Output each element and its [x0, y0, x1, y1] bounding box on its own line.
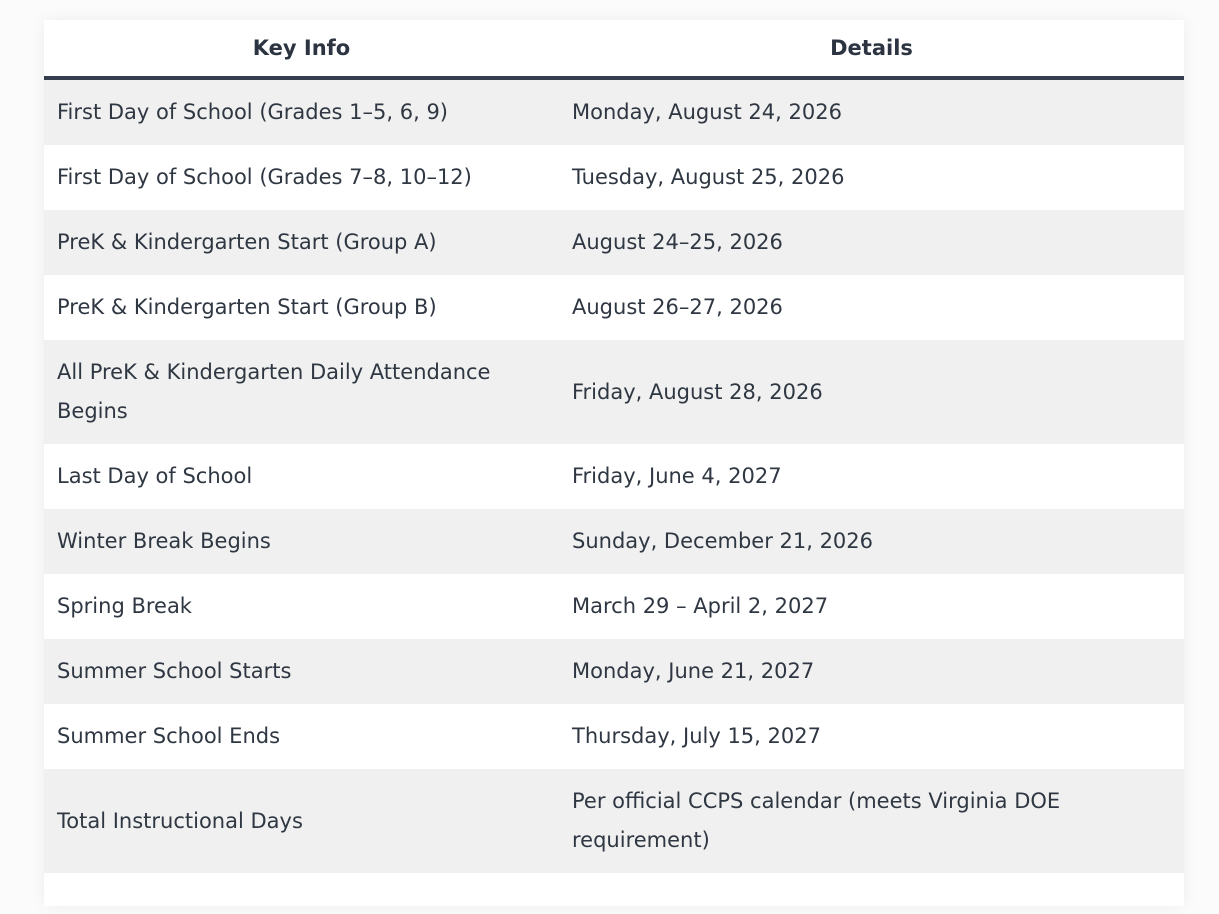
table-row	[44, 639, 1184, 704]
row-key-cell: First Day of School (Grades 7–8, 10–12)	[44, 145, 559, 210]
row-details-cell: Friday, August 28, 2026	[559, 340, 1184, 444]
row-key-cell: PreK & Kindergarten Start (Group B)	[44, 275, 559, 340]
table-row	[44, 78, 1184, 145]
row-key-cell: Winter Break Begins	[44, 509, 559, 574]
row-details-cell: Per official CCPS calendar (meets Virginia DOE requirement)	[559, 769, 1184, 873]
row-key-cell: Spring Break	[44, 574, 559, 639]
row-key-cell: Summer School Starts	[44, 639, 559, 704]
row-key-cell: All PreK & Kindergarten Daily Attendance Begins	[44, 340, 559, 444]
table-row	[44, 704, 1184, 769]
row-details-cell: Sunday, December 21, 2026	[559, 509, 1184, 574]
table-header	[44, 20, 1184, 78]
row-key-cell: PreK & Kindergarten Start (Group A)	[44, 210, 559, 275]
row-key-cell: Total Instructional Days	[44, 769, 559, 873]
table-row	[44, 444, 1184, 509]
row-key-cell: First Day of School (Grades 1–5, 6, 9)	[44, 78, 559, 145]
table-body	[44, 78, 1184, 873]
column-header-key-info: Key Info	[44, 20, 559, 78]
table-row	[44, 145, 1184, 210]
header-row	[44, 20, 1184, 78]
row-details-cell: Monday, August 24, 2026	[559, 78, 1184, 145]
column-header-details: Details	[559, 20, 1184, 78]
table-row	[44, 275, 1184, 340]
row-details-cell: August 26–27, 2026	[559, 275, 1184, 340]
row-key-cell: Last Day of School	[44, 444, 559, 509]
row-details-cell: Tuesday, August 25, 2026	[559, 145, 1184, 210]
row-key-cell: Summer School Ends	[44, 704, 559, 769]
table-row	[44, 509, 1184, 574]
table-row	[44, 210, 1184, 275]
key-dates-card	[44, 20, 1184, 906]
key-dates-table	[44, 20, 1184, 873]
row-details-cell: August 24–25, 2026	[559, 210, 1184, 275]
table-row	[44, 769, 1184, 873]
row-details-cell: March 29 – April 2, 2027	[559, 574, 1184, 639]
row-details-cell: Monday, June 21, 2027	[559, 639, 1184, 704]
table-row	[44, 340, 1184, 444]
row-details-cell: Thursday, July 15, 2027	[559, 704, 1184, 769]
row-details-cell: Friday, June 4, 2027	[559, 444, 1184, 509]
table-row	[44, 574, 1184, 639]
